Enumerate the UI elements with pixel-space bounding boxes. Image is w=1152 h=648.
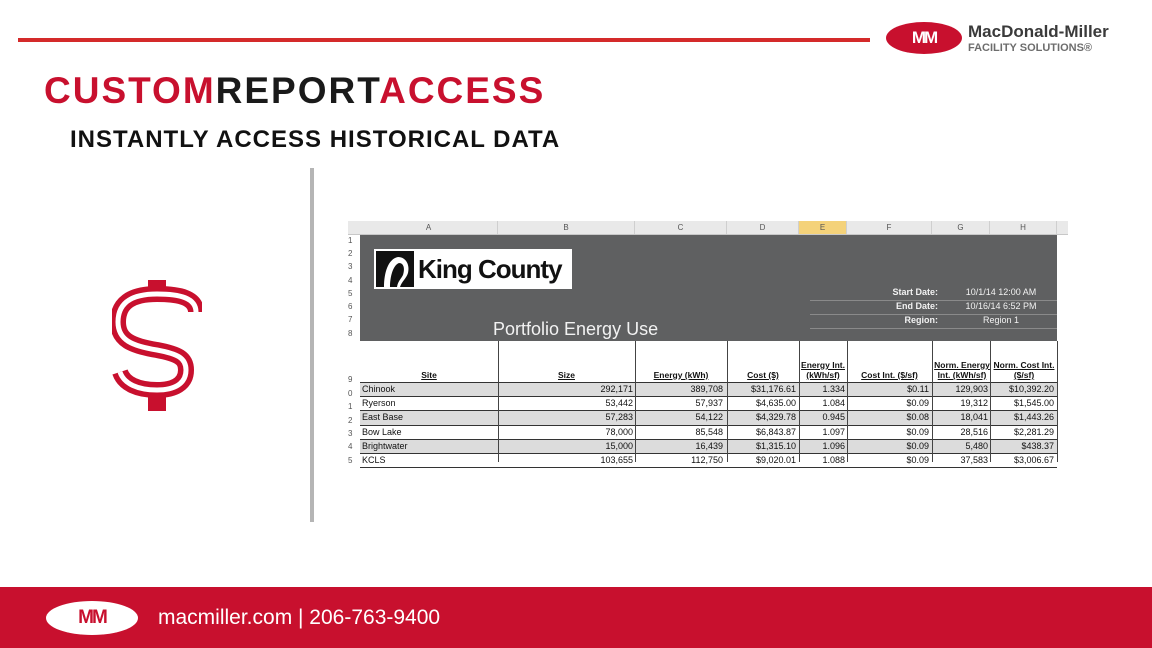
title-part-custom: CUSTOM — [44, 70, 216, 111]
table-cell: 1.334 — [822, 384, 845, 394]
row-number: 3 — [348, 429, 353, 438]
meta-value: 10/1/14 12:00 AM — [965, 287, 1037, 297]
table-cell: $31,176.61 — [750, 384, 796, 394]
row-number: 0 — [348, 389, 353, 398]
column-header: A — [360, 221, 498, 234]
row-number: 1 — [348, 236, 353, 245]
table-row — [360, 383, 1057, 397]
table-cell: $0.09 — [906, 426, 929, 437]
table-cell: $10,392.20 — [1008, 384, 1054, 394]
table-cell: $4,635.00 — [755, 398, 796, 409]
row-number: 9 — [348, 375, 353, 384]
table-cell: $6,843.87 — [755, 426, 796, 437]
column-header: F — [847, 221, 932, 234]
table-grid-line — [799, 341, 800, 462]
table-row — [360, 440, 1057, 454]
footer-contact[interactable]: macmiller.com | 206-763-9400 — [158, 606, 441, 629]
slide-title — [44, 70, 545, 112]
spreadsheet-screenshot — [348, 221, 1068, 470]
table-cell: 103,655 — [600, 454, 633, 465]
slide-subtitle: INSTANTLY ACCESS HISTORICAL DATA — [70, 126, 561, 153]
table-cell: 112,750 — [691, 454, 723, 465]
meta-label: Start Date: — [892, 287, 938, 297]
energy-table — [360, 341, 1057, 468]
row-number: 5 — [348, 456, 353, 465]
table-cell: $0.08 — [906, 412, 929, 423]
column-header: C — [635, 221, 727, 234]
table-cell: $0.09 — [906, 398, 929, 409]
meta-row — [810, 287, 1057, 301]
table-cell: 389,708 — [690, 384, 723, 394]
footer-logo-mark: MM — [78, 607, 106, 628]
row-number: 7 — [348, 315, 353, 324]
table-cell: $0.09 — [906, 440, 929, 451]
table-cell: Bow Lake — [362, 426, 402, 437]
header-divider — [18, 38, 870, 42]
header-cost-int: Cost Int. ($/sf) — [861, 370, 918, 380]
table-cell: $438.37 — [1021, 440, 1054, 451]
header-norm-energy: Norm. Energy Int. (kWh/sf) — [934, 360, 990, 380]
table-cell: 1.097 — [822, 426, 845, 437]
king-county-logo — [374, 249, 572, 289]
table-cell: $4,329.78 — [755, 412, 796, 423]
footer-bar — [0, 587, 1152, 648]
row-number: 6 — [348, 302, 353, 311]
table-cell: 57,283 — [605, 412, 633, 423]
table-cell: 37,583 — [960, 454, 988, 465]
row-number: 2 — [348, 249, 353, 258]
table-row — [360, 454, 1057, 468]
table-cell: 28,516 — [960, 426, 988, 437]
logo-wordmark — [968, 23, 1109, 54]
table-cell: $1,443.26 — [1013, 412, 1054, 423]
table-cell: 1.088 — [822, 454, 845, 465]
company-logo[interactable] — [886, 22, 1109, 54]
logo-mark-text: MM — [911, 28, 937, 47]
header-energy: Energy (kWh) — [653, 370, 709, 380]
meta-label: End Date: — [895, 301, 938, 311]
table-grid-line — [990, 341, 991, 462]
mm-logo-mark — [886, 22, 962, 54]
table-cell: Brightwater — [362, 440, 408, 451]
header-site: Site — [421, 370, 437, 380]
table-cell: East Base — [362, 412, 404, 423]
meta-value: 10/16/14 6:52 PM — [965, 301, 1037, 311]
table-cell: 53,442 — [605, 398, 633, 409]
table-cell: $2,281.29 — [1013, 426, 1054, 437]
table-grid-line — [847, 341, 848, 462]
table-cell: 85,548 — [695, 426, 723, 437]
row-number: 3 — [348, 262, 353, 271]
table-cell: $9,020.01 — [755, 454, 796, 465]
table-cell: 57,937 — [695, 398, 723, 409]
row-number: 5 — [348, 289, 353, 298]
table-cell: 5,480 — [965, 440, 988, 451]
header-size: Size — [557, 370, 575, 380]
row-number: 4 — [348, 442, 353, 451]
meta-label: Region: — [904, 315, 938, 325]
table-grid-line — [635, 341, 636, 462]
table-cell: 1.084 — [822, 398, 845, 409]
table-grid-line — [1057, 341, 1058, 462]
table-header — [360, 341, 1057, 383]
table-cell: $1,545.00 — [1013, 398, 1054, 409]
row-number: 4 — [348, 276, 353, 285]
table-row — [360, 426, 1057, 440]
table-grid-line — [498, 341, 499, 462]
table-cell: 0.945 — [822, 412, 845, 423]
column-header: D — [727, 221, 799, 234]
table-cell: 78,000 — [605, 426, 633, 437]
meta-row — [810, 301, 1057, 315]
table-cell: 16,439 — [695, 440, 723, 451]
row-number: 2 — [348, 416, 353, 425]
table-cell: 54,122 — [695, 412, 723, 423]
table-cell: 15,000 — [605, 440, 633, 451]
king-county-portrait-icon — [376, 251, 414, 287]
header-energy-int: Energy Int. (kWh/sf) — [801, 360, 845, 380]
meta-value: Region 1 — [982, 315, 1020, 325]
row-number: 8 — [348, 329, 353, 338]
header-cost: Cost ($) — [747, 370, 779, 380]
table-cell: 19,312 — [960, 398, 988, 409]
column-header-selected: E — [799, 221, 847, 234]
meta-row — [810, 315, 1057, 329]
title-part-access: ACCESS — [379, 70, 546, 111]
table-cell: $1,315.10 — [755, 440, 796, 451]
table-cell: Chinook — [362, 384, 396, 394]
header-norm-cost: Norm. Cost Int. ($/sf) — [993, 360, 1055, 380]
table-grid-line — [932, 341, 933, 462]
report-title: Portfolio Energy Use — [493, 319, 659, 339]
table-grid-line — [727, 341, 728, 462]
column-header: H — [990, 221, 1057, 234]
king-county-wordmark: King County — [418, 253, 562, 284]
table-row — [360, 411, 1057, 425]
footer-logo[interactable] — [46, 601, 138, 635]
table-cell: Ryerson — [362, 398, 396, 409]
brand-tagline: FACILITY SOLUTIONS® — [968, 41, 1093, 54]
table-row — [360, 397, 1057, 411]
table-cell: 292,171 — [600, 384, 633, 394]
table-cell: $0.09 — [906, 454, 929, 465]
table-cell: $3,006.67 — [1013, 454, 1054, 465]
table-cell: $0.11 — [907, 384, 929, 394]
table-cell: 129,903 — [955, 384, 988, 394]
table-cell: KCLS — [362, 454, 386, 465]
vertical-divider — [310, 168, 314, 522]
column-header: B — [498, 221, 635, 234]
table-cell: 1.096 — [822, 440, 845, 451]
table-cell: 18,041 — [960, 412, 988, 423]
title-part-report: REPORT — [215, 70, 380, 111]
dollar-sign-icon — [112, 278, 202, 413]
column-header-bar — [348, 221, 1068, 235]
brand-name: MacDonald-Miller — [968, 21, 1109, 41]
column-header: G — [932, 221, 990, 234]
table-body — [360, 383, 1057, 468]
row-number: 1 — [348, 402, 353, 411]
